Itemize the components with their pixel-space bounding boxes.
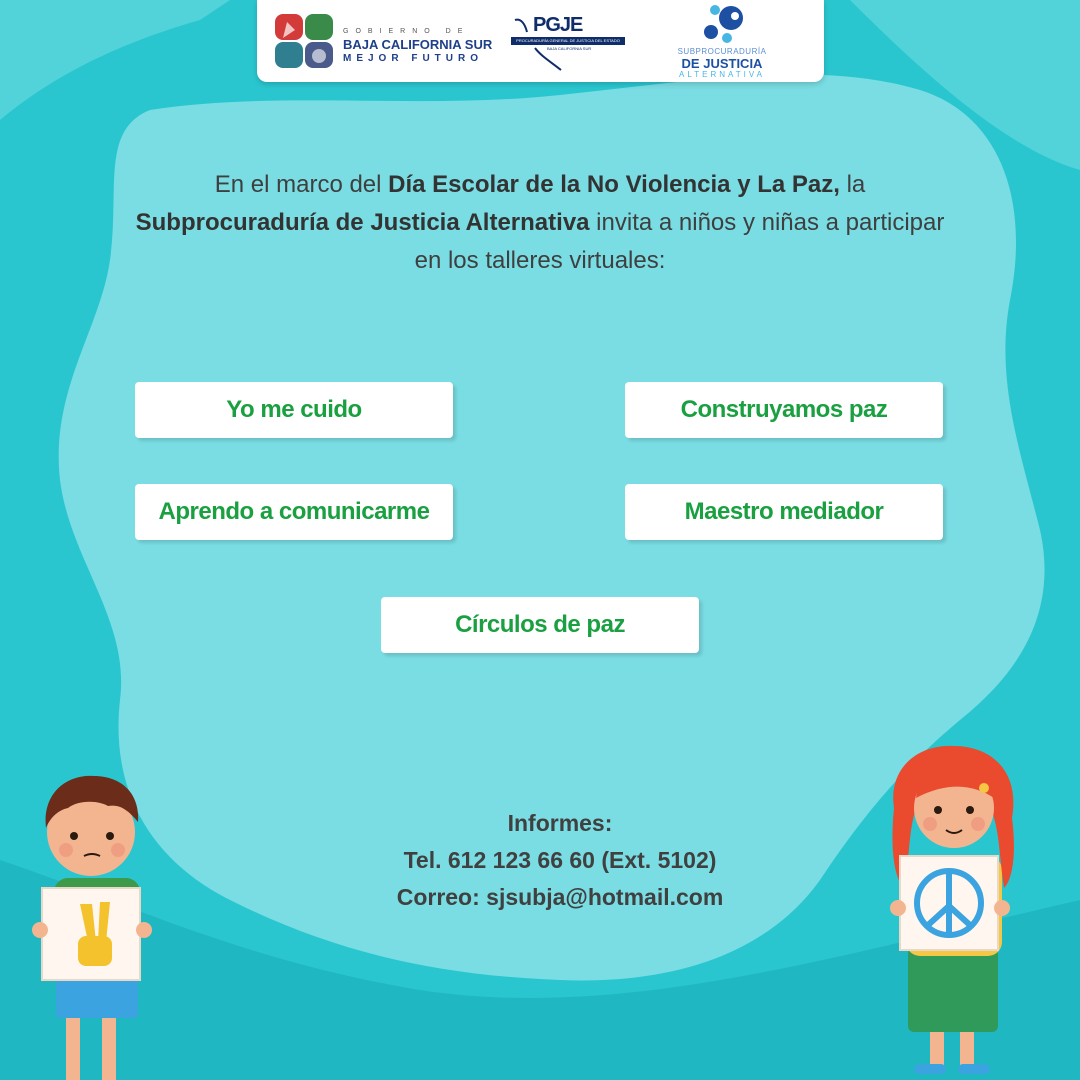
contact-title: Informes:	[507, 810, 613, 836]
intro-bold-org: Subprocuraduría de Justicia Alternativa	[135, 209, 590, 236]
subprocuraduria-dots-icon	[701, 2, 747, 46]
workshop-yo-me-cuido[interactable]: Yo me cuido	[135, 382, 453, 438]
workshop-maestro-mediador[interactable]: Maestro mediador	[625, 484, 943, 540]
boy-illustration	[28, 770, 158, 1080]
contact-phone: Tel. 612 123 66 60 (Ext. 5102)	[403, 847, 717, 873]
subprocuraduria-line1: SUBPROCURADURÍA	[677, 47, 767, 56]
intro-bold-event: Día Escolar de la No Violencia y La Paz,	[388, 171, 840, 198]
intro-text-1: En el marco del	[214, 171, 389, 198]
pgje-title: PGJE	[533, 14, 583, 36]
gobierno-bcs-logo	[273, 12, 503, 70]
pgje-band: PROCURADURÍA GENERAL DE JUSTICIA DEL ESTADO	[511, 37, 625, 45]
subprocuraduria-logo	[657, 2, 787, 80]
workshop-circulos-de-paz[interactable]: Círculos de paz	[381, 597, 699, 653]
girl-illustration	[880, 738, 1030, 1080]
contact-info	[300, 805, 820, 916]
intro-text-3: invita a niños y niñas a participar en los talleres virtuales:	[414, 209, 945, 274]
workshop-construyamos-paz[interactable]: Construyamos paz	[625, 382, 943, 438]
logo-bar	[257, 0, 824, 82]
bcs-emblem-icon	[273, 12, 335, 70]
pgje-sub: BAJA CALIFORNIA SUR	[547, 46, 592, 51]
contact-email[interactable]: Correo: sjsubja@hotmail.com	[396, 884, 724, 910]
pgje-logo	[511, 10, 629, 72]
intro-paragraph	[120, 166, 960, 280]
subprocuraduria-line3: ALTERNATIVA	[679, 70, 765, 79]
baja-peninsula-icon	[511, 10, 629, 72]
intro-text-2: la	[839, 171, 866, 198]
bcs-line2: BAJA CALIFORNIA SUR	[343, 37, 493, 52]
bcs-line3: MEJOR FUTURO	[343, 53, 483, 64]
subprocuraduria-line2: DE JUSTICIA	[681, 56, 763, 71]
workshop-aprendo-a-comunicarme[interactable]: Aprendo a comunicarme	[135, 484, 453, 540]
bcs-line1: GOBIERNO DE	[343, 28, 470, 35]
